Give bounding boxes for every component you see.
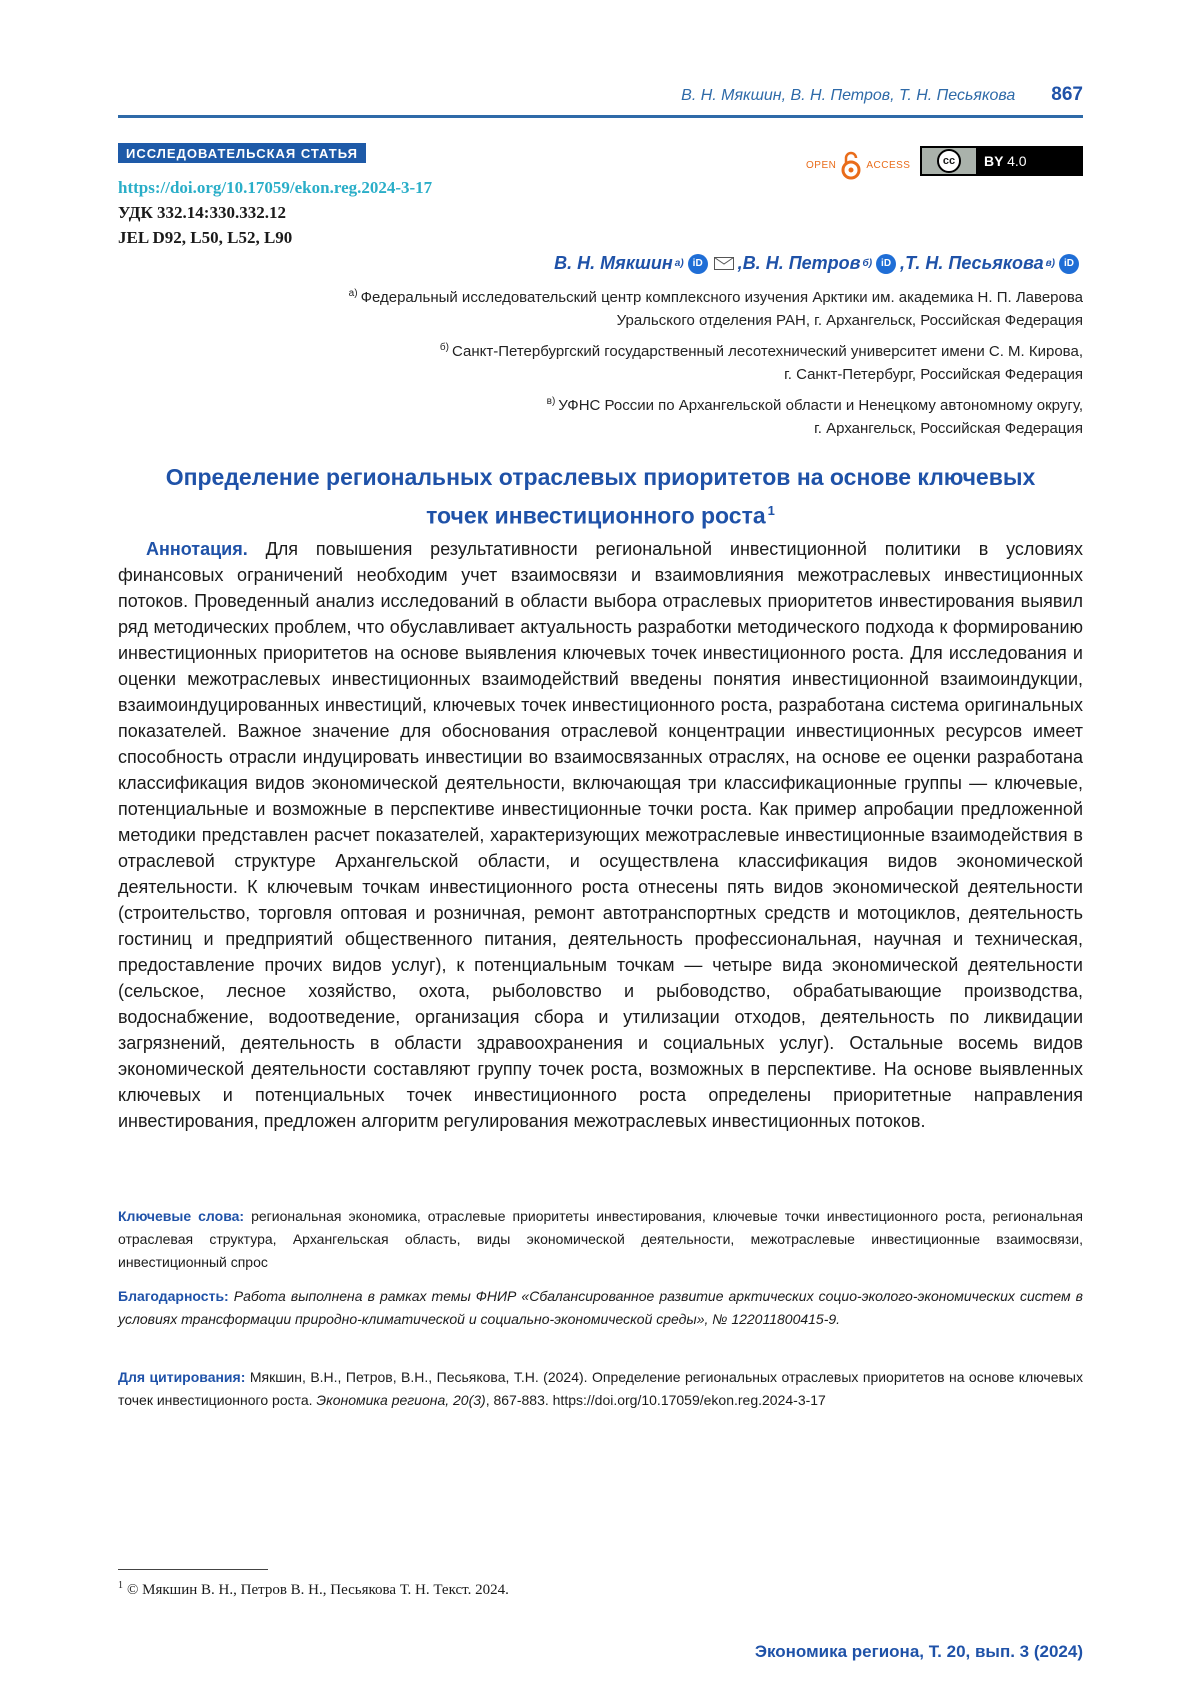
license-version: 4.0 bbox=[1007, 153, 1027, 169]
journal-footer: Экономика региона, Т. 20, вып. 3 (2024) bbox=[754, 1642, 1083, 1661]
author-name: Т. Н. Песьякова bbox=[905, 253, 1044, 273]
affiliation-line: Уральского отделения РАН, г. Архангельск, Российская Федерация bbox=[616, 312, 1083, 329]
abstract-label: Аннотация. bbox=[146, 539, 248, 559]
title-line: точек инвестиционного роста bbox=[426, 502, 766, 529]
abstract bbox=[118, 536, 1083, 1134]
author-separator: , bbox=[737, 253, 743, 273]
orcid-icon[interactable]: iD bbox=[876, 254, 896, 274]
citation-text: Мякшин, В.Н., Петров, В.Н., Песьякова, Т.Н. (2024). Определение региональных отраслевых приоритетов на основе ключевых точек инвестиционного роста. bbox=[118, 1369, 1083, 1408]
keywords-label: Ключевые слова: bbox=[118, 1208, 245, 1224]
author-list bbox=[554, 253, 1083, 274]
affiliation-mark: в) bbox=[546, 396, 556, 407]
orcid-icon[interactable]: iD bbox=[1059, 254, 1079, 274]
citation bbox=[118, 1366, 1083, 1412]
creative-commons-icon: cc bbox=[937, 149, 961, 173]
author-separator: , bbox=[900, 253, 906, 273]
citation-label: Для цитирования: bbox=[118, 1369, 246, 1385]
running-header bbox=[118, 84, 1083, 106]
author-mark: б) bbox=[862, 258, 873, 269]
acknowledgment-label: Благодарность: bbox=[118, 1288, 229, 1304]
title-footnote-mark[interactable]: 1 bbox=[767, 503, 775, 518]
acknowledgment bbox=[118, 1285, 1083, 1331]
keywords-text: региональная экономика, отраслевые приоритеты инвестирования, ключевые точки инвестиционного роста, региональная отраслевая структура, Архангельская область, виды экономической деятельности, межотраслевые инвестиционные взаимосвязи, инвестиционный спрос bbox=[118, 1208, 1083, 1270]
author-mark: а) bbox=[674, 258, 684, 269]
running-authors: В. Н. Мякшин, В. Н. Петров, Т. Н. Песьякова bbox=[681, 87, 1016, 104]
footnote-text: © Мякшин В. Н., Петров В. Н., Песьякова Т. Н. Текст. 2024. bbox=[127, 1582, 509, 1598]
author-name: В. Н. Мякшин bbox=[554, 253, 673, 273]
orcid-icon[interactable]: iD bbox=[688, 254, 708, 274]
mail-icon[interactable] bbox=[714, 257, 734, 270]
acknowledgment-text: Работа выполнена в рамках темы ФНИР «Сбалансированное развитие арктических социо-эколого-экономических систем в условиях трансформации природно-климатической и социально-экономической среды», № 122011800415-9. bbox=[118, 1288, 1083, 1327]
author-mark: в) bbox=[1045, 258, 1055, 269]
article-type-badge: ИССЛЕДОВАТЕЛЬСКАЯ СТАТЬЯ bbox=[118, 143, 366, 163]
affiliation bbox=[440, 336, 1083, 386]
affiliation-mark: а) bbox=[348, 288, 358, 299]
open-access-left-label: OPEN bbox=[806, 159, 837, 171]
footnote-mark: 1 bbox=[118, 1580, 123, 1591]
abstract-text: Для повышения результативности региональной инвестиционной политики в условиях финансовых ограничений необходим учет взаимосвязи и взаимовлияния межотраслевых инвестиционных потоков. Проведенный анализ исследований в области выбора отраслевых приоритетов инвестирования выявил ряд методических проблем, что обуславливает актуальность разработки методического подхода к формированию инвестиционных приоритетов на основе выявления ключевых точек инвестиционного роста. Для исследования и оценки межотраслевых инвестиционных взаимодействий введены понятия инвестиционной взаимоиндукции, взаимоиндуцированных инвестиций, ключевых точек инвестиционного роста, разработана система оригинальных показателей. Важное значение для обоснования отраслевой концентрации инвестиционных ресурсов имеет способность отрасли индуцировать инвестиции во взаимосвязанных отраслях, на основе ее оценки разработана классификация видов экономической деятельности, включающая три классификационные группы — ключевые, потенциальные и возможные в перспективе инвестиционные точки роста. Как пример апробации предложенной методики представлен расчет показателей, характеризующих межотраслевые инвестиционные взаимодействия в отраслевой структуре Архангельской области, и осуществлена классификация видов экономической деятельности. К ключевым точкам инвестиционного роста отнесены пять видов экономической деятельности (строительство, торговля оптовая и розничная, ремонт автотранспортных средств и мотоциклов, деятельность гостиниц и предприятий общественного питания, деятельность профессиональная, научная и техническая, предоставление прочих видов услуг), к потенциальным точкам — четыре вида экономической деятельности (сельское, лесное хозяйство, охота, рыболовство и рыбоводство, обрабатывающие производства, водоснабжение, водоотведение, организация сбора и утилизации отходов, деятельность по ликвидации загрязнений, деятельность в области здравоохранения и социальных услуг). Остальные восемь видов экономической деятельности составляют группу точек роста, возможных в перспективе. На основе выявленных ключевых и потенциальных точек инвестиционного роста определены приоритетные направления инвестирования, предложен алгоритм регулирования межотраслевых инвестиционных потоков. bbox=[118, 539, 1083, 1131]
affiliation bbox=[349, 282, 1083, 332]
header-rule bbox=[118, 115, 1083, 118]
footnote bbox=[118, 1580, 509, 1599]
affiliation-line: г. Санкт-Петербург, Российская Федерация bbox=[784, 366, 1083, 383]
author-name: В. Н. Петров bbox=[742, 253, 861, 273]
affiliation-line: УФНС России по Архангельской области и Ненецкому автономному округу, bbox=[558, 397, 1083, 414]
affiliation-line: Санкт-Петербургский государственный лесотехнический университет имени С. М. Кирова, bbox=[451, 343, 1083, 360]
affiliation-mark: б) bbox=[439, 342, 449, 353]
open-access-logo bbox=[806, 150, 910, 180]
article-title bbox=[118, 460, 1083, 533]
citation-journal: Экономика региона, 20(3) bbox=[316, 1392, 486, 1408]
keywords bbox=[118, 1205, 1083, 1274]
license-by: BY bbox=[984, 153, 1004, 169]
open-access-lock-icon bbox=[840, 150, 862, 180]
footnote-rule bbox=[118, 1569, 268, 1570]
udk-code: УДК 332.14:330.332.12 bbox=[118, 203, 286, 222]
open-access-right-label: ACCESS bbox=[866, 159, 911, 171]
affiliation-line: Федеральный исследовательский центр комплексного изучения Арктики им. академика Н. П. Лаверова bbox=[360, 289, 1083, 306]
jel-codes: JEL D92, L50, L52, L90 bbox=[118, 228, 293, 247]
page-number: 867 bbox=[1051, 84, 1083, 105]
doi-link[interactable]: https://doi.org/10.17059/ekon.reg.2024-3-17 bbox=[118, 178, 433, 197]
affiliation-line: г. Архангельск, Российская Федерация bbox=[814, 420, 1083, 437]
cc-license-badge[interactable] bbox=[920, 146, 1083, 176]
title-line: Определение региональных отраслевых приоритетов на основе ключевых bbox=[165, 464, 1036, 490]
affiliation bbox=[547, 390, 1083, 440]
citation-text-end[interactable]: , 867-883. https://doi.org/10.17059/ekon.reg.2024-3-17 bbox=[485, 1392, 826, 1408]
